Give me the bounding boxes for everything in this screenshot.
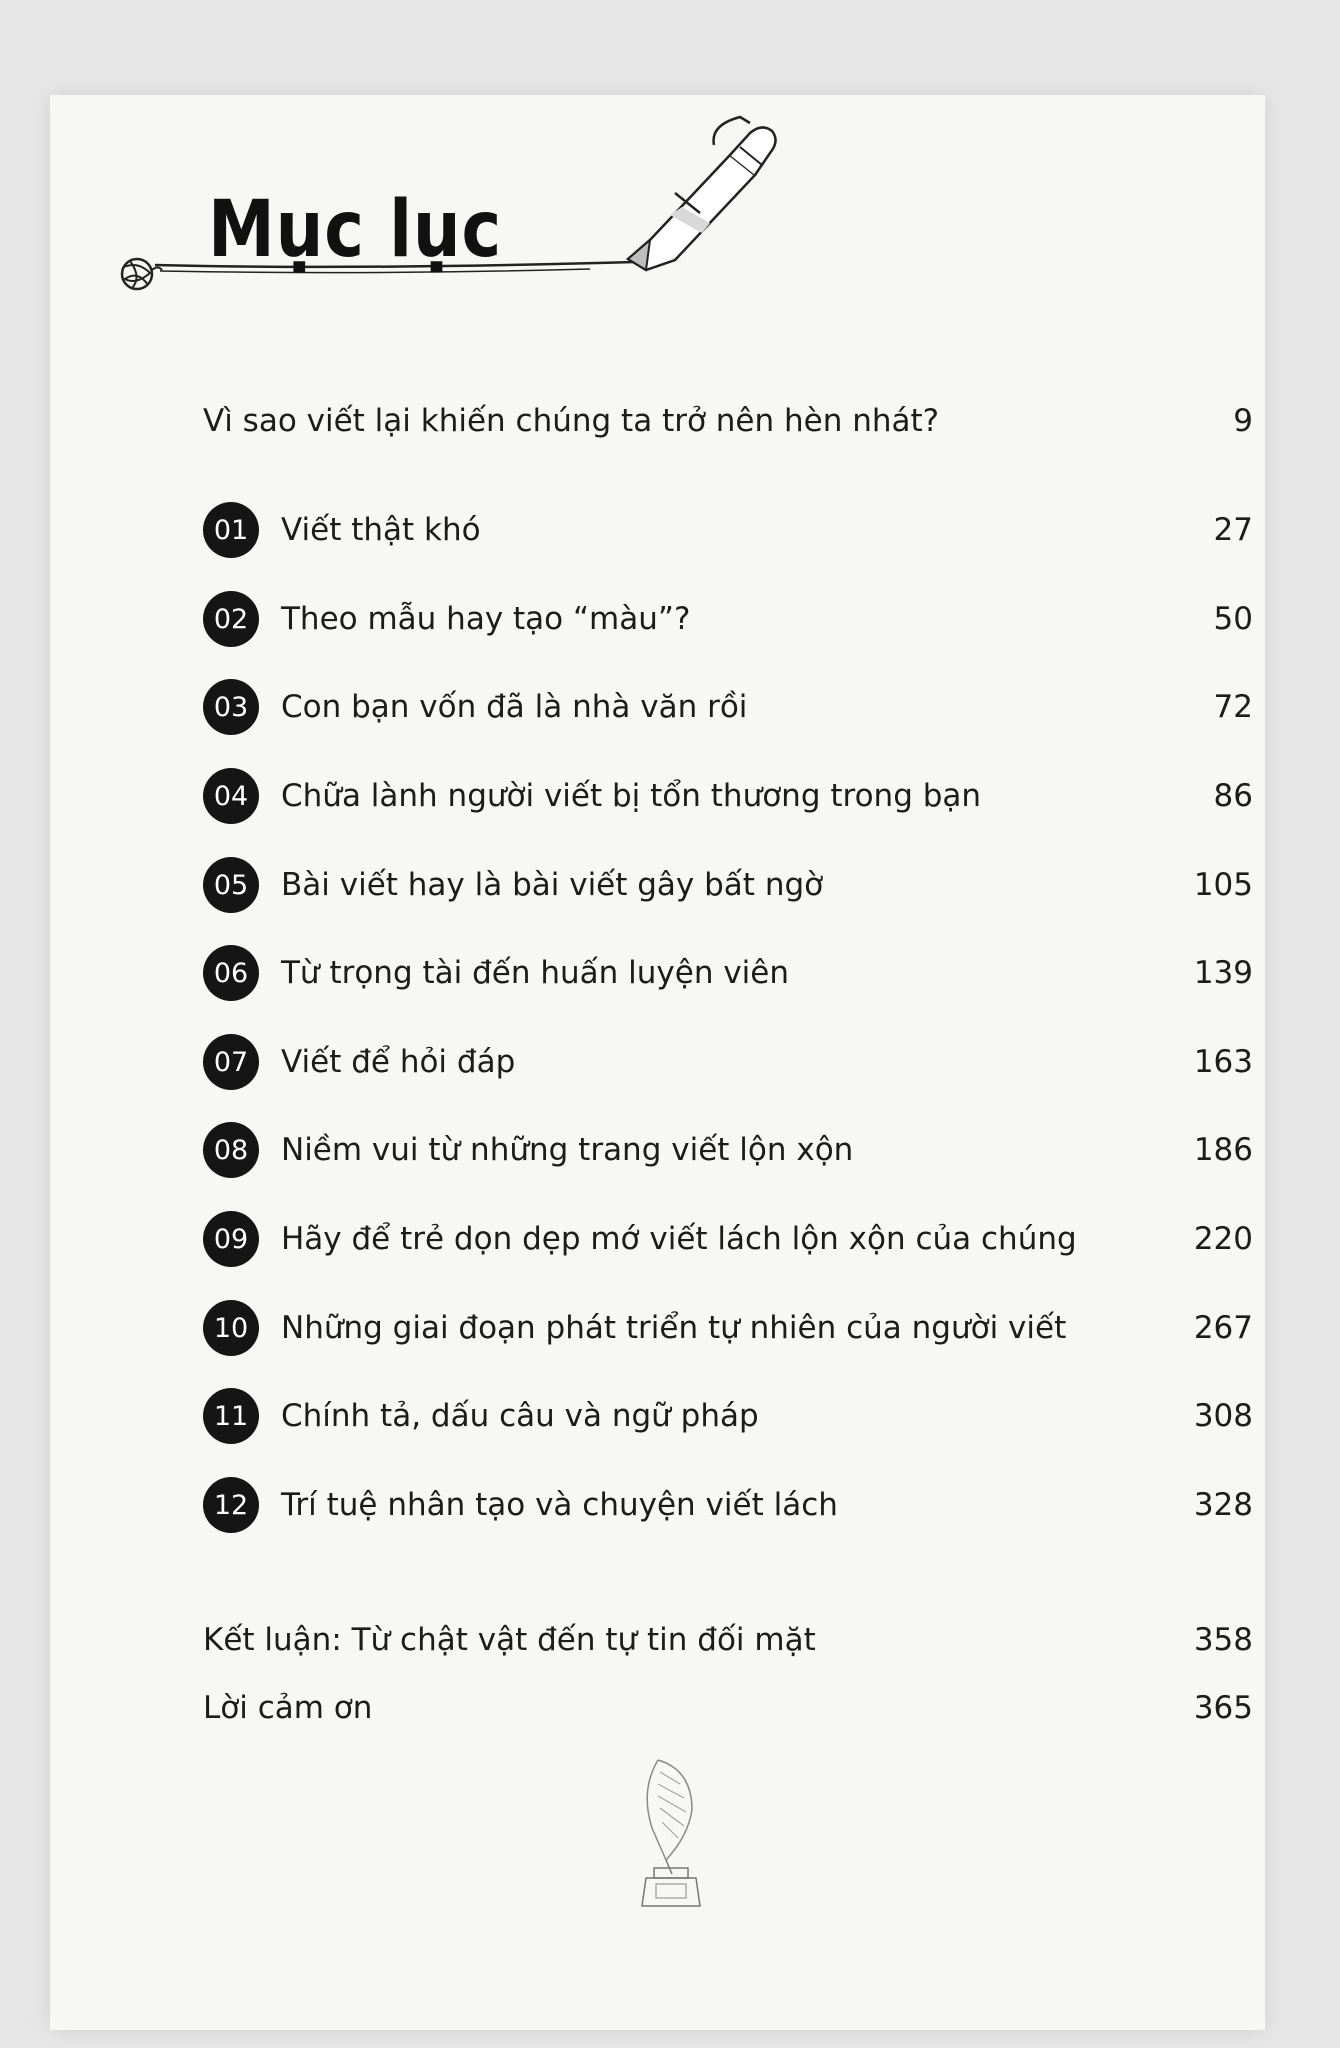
entry-page-number: 220 <box>1193 1221 1253 1257</box>
scribble-ball-icon <box>122 259 162 289</box>
toc-entry-chapter-06 <box>203 943 1253 1003</box>
entry-title: Từ trọng tài đến huấn luyện viên <box>281 955 790 991</box>
toc-entry-chapter-02 <box>203 589 1253 649</box>
entry-title: Chính tả, dấu câu và ngữ pháp <box>281 1398 759 1434</box>
chapter-number-badge: 03 <box>203 679 259 735</box>
entry-title: Viết thật khó <box>281 512 481 548</box>
toc-entry-intro <box>203 391 1253 451</box>
chapter-number-badge: 07 <box>203 1034 259 1090</box>
entry-title: Con bạn vốn đã là nhà văn rồi <box>281 689 748 725</box>
chapter-number-badge: 04 <box>203 768 259 824</box>
toc-entry-chapter-07 <box>203 1032 1253 1092</box>
chapter-number-badge: 11 <box>203 1388 259 1444</box>
entry-page-number: 358 <box>1193 1622 1253 1658</box>
entry-page-number: 86 <box>1213 778 1253 814</box>
entry-page-number: 365 <box>1193 1690 1253 1726</box>
entry-title: Niềm vui từ những trang viết lộn xộn <box>281 1132 854 1168</box>
toc-entry-chapter-04 <box>203 766 1253 826</box>
toc-entry-conclusion <box>203 1610 1253 1670</box>
chapter-number-badge: 06 <box>203 945 259 1001</box>
toc-entry-chapter-08 <box>203 1120 1253 1180</box>
toc-entry-chapter-10 <box>203 1298 1253 1358</box>
chapter-number-badge: 02 <box>203 591 259 647</box>
entry-title: Bài viết hay là bài viết gây bất ngờ <box>281 867 824 903</box>
entry-title: Chữa lành người viết bị tổn thương trong bạn <box>281 778 982 814</box>
toc-entry-chapter-05 <box>203 855 1253 915</box>
toc-entry-chapter-09 <box>203 1209 1253 1269</box>
toc-entry-chapter-12 <box>203 1475 1253 1535</box>
entry-page-number: 50 <box>1213 601 1253 637</box>
chapter-number-badge: 08 <box>203 1122 259 1178</box>
entry-page-number: 105 <box>1193 867 1253 903</box>
chapter-number-badge: 01 <box>203 502 259 558</box>
entry-title: Vì sao viết lại khiến chúng ta trở nên hèn nhát? <box>203 403 940 439</box>
chapter-number-badge: 12 <box>203 1477 259 1533</box>
chapter-number-badge: 09 <box>203 1211 259 1267</box>
entry-page-number: 27 <box>1213 512 1253 548</box>
entry-page-number: 328 <box>1193 1487 1253 1523</box>
chapter-number-badge: 05 <box>203 857 259 913</box>
entry-page-number: 163 <box>1193 1044 1253 1080</box>
entry-page-number: 139 <box>1193 955 1253 991</box>
toc-entry-chapter-01 <box>203 500 1253 560</box>
entry-title: Hãy để trẻ dọn dẹp mớ viết lách lộn xộn của chúng <box>281 1221 1077 1257</box>
chapter-number-badge: 10 <box>203 1300 259 1356</box>
entry-title: Lời cảm ơn <box>203 1690 373 1726</box>
quill-inkwell-icon <box>600 1750 740 1910</box>
page-title: Mục lục <box>208 185 503 275</box>
toc-entry-chapter-03 <box>203 677 1253 737</box>
pen-icon <box>628 117 776 270</box>
entry-page-number: 186 <box>1193 1132 1253 1168</box>
entry-title: Kết luận: Từ chật vật đến tự tin đối mặt <box>203 1622 816 1658</box>
entry-title: Những giai đoạn phát triển tự nhiên của người viết <box>281 1310 1067 1346</box>
entry-page-number: 9 <box>1233 403 1253 439</box>
entry-title: Theo mẫu hay tạo “màu”? <box>281 601 691 637</box>
toc-entry-chapter-11 <box>203 1386 1253 1446</box>
toc-entry-acknowledgements <box>203 1678 1253 1738</box>
entry-title: Viết để hỏi đáp <box>281 1044 516 1080</box>
entry-title: Trí tuệ nhân tạo và chuyện viết lách <box>281 1487 838 1523</box>
entry-page-number: 308 <box>1193 1398 1253 1434</box>
toc-header <box>50 95 1265 325</box>
entry-page-number: 72 <box>1213 689 1253 725</box>
book-page <box>50 95 1265 2030</box>
entry-page-number: 267 <box>1193 1310 1253 1346</box>
